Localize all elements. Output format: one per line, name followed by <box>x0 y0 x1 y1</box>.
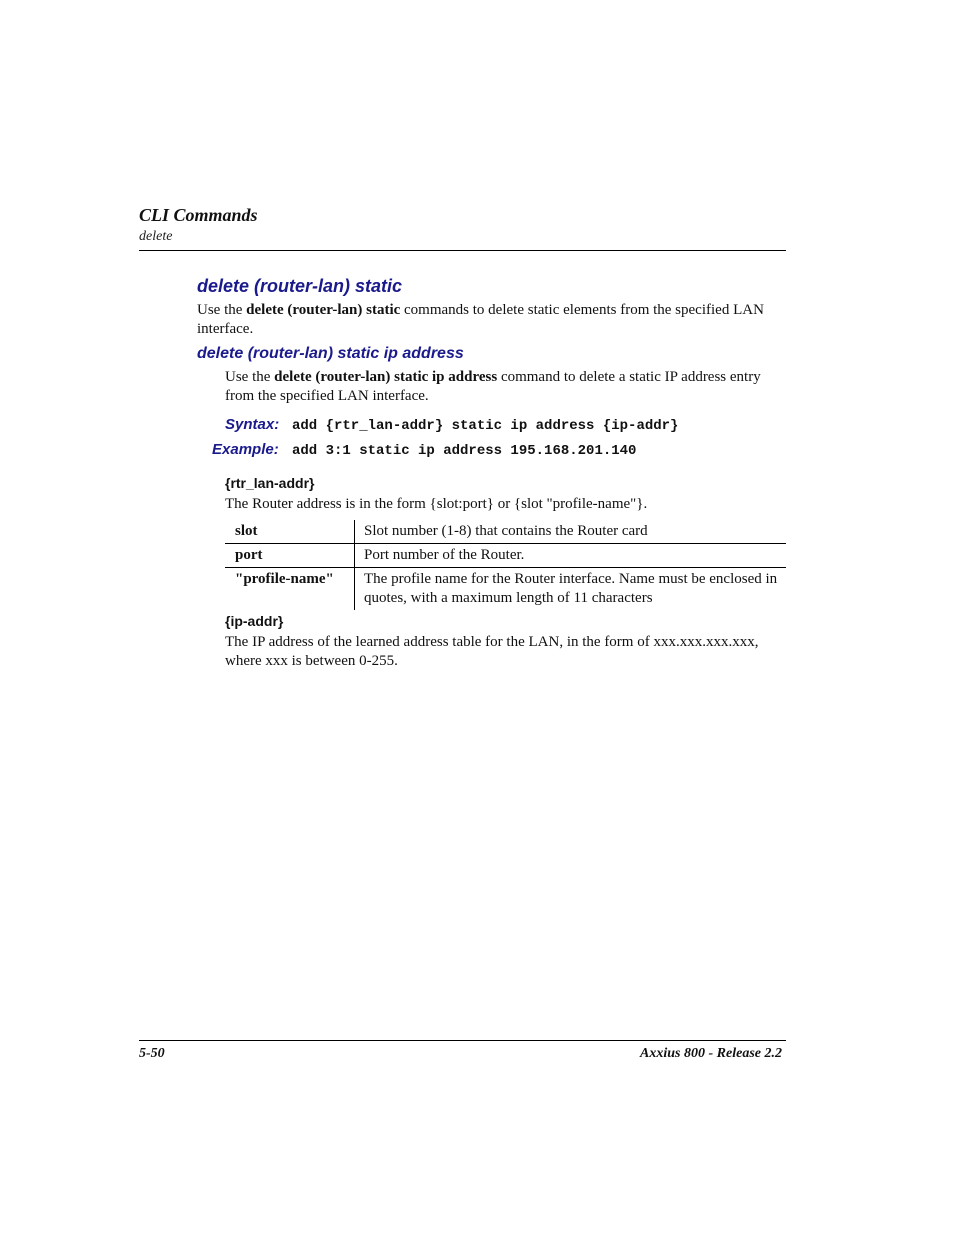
example-label: Example: <box>212 441 279 458</box>
table-key: "profile-name" <box>225 568 355 610</box>
footer-divider <box>139 1040 786 1041</box>
table-value: Slot number (1-8) that contains the Router card <box>364 523 648 539</box>
table-value: The profile name for the Router interface. Name must be enclosed in quotes, with a maximum length of 11 characters <box>364 571 778 606</box>
table-key: port <box>225 544 355 567</box>
section-intro: Use the delete (router-lan) static commands to delete static elements from the specified LAN interface. <box>197 302 764 337</box>
table-row <box>225 544 786 568</box>
table-key: slot <box>225 520 355 543</box>
param-heading-ip-addr: {ip-addr} <box>225 613 284 629</box>
subsection-heading: delete (router-lan) static ip address <box>197 345 464 362</box>
param-heading-rtr-lan-addr: {rtr_lan-addr} <box>225 475 315 491</box>
param-description-rtr-lan-addr: The Router address is in the form {slot:port} or {slot "profile-name"}. <box>225 496 648 512</box>
header-divider <box>139 250 786 251</box>
product-release: Axxius 800 - Release 2.2 <box>640 1046 782 1061</box>
example-code: add 3:1 static ip address 195.168.201.140 <box>292 443 637 459</box>
table-value: Port number of the Router. <box>364 547 525 563</box>
chapter-title: CLI Commands <box>139 205 258 225</box>
param-table <box>225 520 786 610</box>
page-number: 5-50 <box>139 1046 165 1061</box>
syntax-code: add {rtr_lan-addr} static ip address {ip-addr} <box>292 418 679 434</box>
param-description-ip-addr: The IP address of the learned address table for the LAN, in the form of xxx.xxx.xxx.xxx, where xxx is between 0-255. <box>225 634 759 669</box>
table-row <box>225 520 786 544</box>
section-label: delete <box>139 229 173 244</box>
table-row <box>225 568 786 610</box>
subsection-description: Use the delete (router-lan) static ip address command to delete a static IP address entry from the specified LAN interface. <box>225 369 761 404</box>
syntax-label: Syntax: <box>225 416 280 433</box>
section-heading: delete (router-lan) static <box>197 276 403 296</box>
